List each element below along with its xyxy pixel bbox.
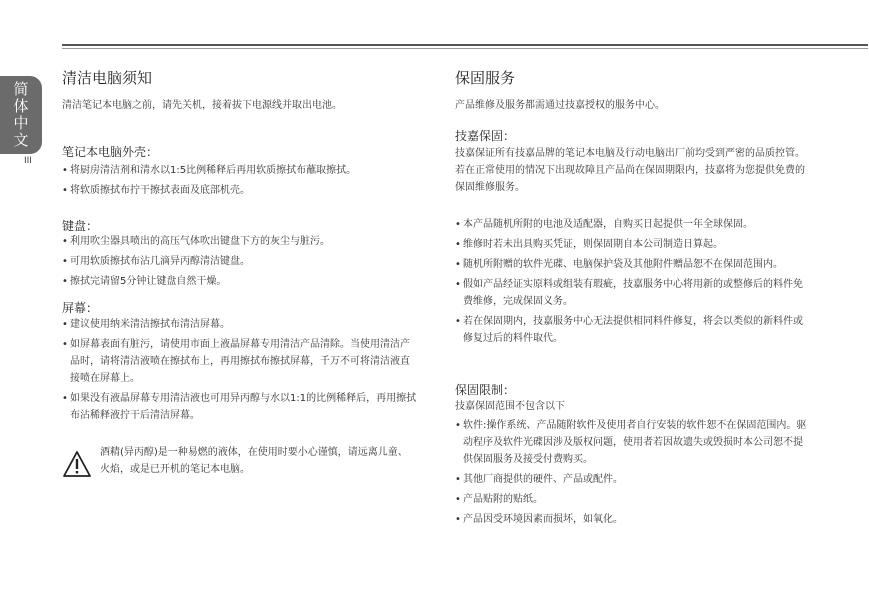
- warning-icon: [62, 450, 92, 478]
- limits-heading: 保固限制：: [455, 383, 516, 397]
- keyboard-list: [62, 233, 417, 293]
- list-item: • 本产品随机所附的电池及适配器，自购买日起提供一年全球保固。: [455, 216, 807, 233]
- exterior-list: [62, 162, 417, 202]
- limits-intro: 技嘉保固范围不包含以下: [455, 401, 565, 412]
- clean-intro: 清洁笔记本电脑之前，请先关机，接着拔下电源线并取出电池。: [62, 100, 342, 111]
- language-char: 体: [13, 97, 29, 115]
- list-item: • 维修时若未出具购买凭证，则保固期自本公司制造日算起。: [455, 236, 807, 253]
- language-char: 中: [13, 114, 29, 132]
- list-item: • 假如产品经证实原料或组装有瑕疵，技嘉服务中心将用新的或整修后的料件免费维修，完成保固义务。: [455, 276, 807, 310]
- page-number: III: [24, 156, 32, 166]
- guarantee-text: 技嘉保证所有技嘉品牌的笔记本电脑及行动电脑出厂前均受到严密的品质控管。若在正常使用的情况下出现故障且产品尚在保固期限内，技嘉将为您提供免费的保固维修服务。: [455, 148, 805, 193]
- keyboard-heading: 键盘：: [62, 219, 99, 233]
- guarantee-heading: 技嘉保固：: [455, 129, 516, 143]
- top-rule: [62, 44, 868, 46]
- service-title: 保固服务: [455, 69, 516, 87]
- language-tab: [0, 76, 42, 154]
- top-rule-thin: [62, 48, 868, 49]
- screen-list: [62, 316, 417, 427]
- list-item: • 产品因受环境因素而损坏，如氧化。: [455, 511, 807, 528]
- list-item: • 利用吹尘器具喷出的高压气体吹出键盘下方的灰尘与脏污。: [62, 233, 417, 250]
- list-item: • 产品贴附的贴纸。: [455, 491, 807, 508]
- list-item: • 如屏幕表面有脏污，请使用市面上液晶屏幕专用清洁产品清除。当使用清洁产品时，请将清洁液喷在擦拭布上，再用擦拭布擦拭屏幕，千万不可将清洁液直接喷在屏幕上。: [62, 336, 417, 387]
- exterior-heading: 笔记本电脑外壳：: [62, 145, 159, 159]
- list-item: • 如果没有液晶屏幕专用清洁液也可用异丙醇与水以1:1的比例稀释后，再用擦拭布沾稀释液拧干后清洁屏幕。: [62, 390, 417, 424]
- alcohol-warning: [62, 444, 417, 484]
- service-intro: 产品维修及服务都需通过技嘉授权的服务中心。: [455, 100, 665, 111]
- list-item: • 其他厂商提供的硬件、产品或配件。: [455, 471, 807, 488]
- clean-title: 清洁电脑须知: [62, 69, 153, 87]
- list-item: • 建议使用纳米清洁擦拭布清洁屏幕。: [62, 316, 417, 333]
- list-item: • 软件:操作系统、产品随附软件及使用者自行安装的软件恕不在保固范围内。驱动程序及软件光碟因涉及版权问题，使用者若因故遗失或毁损时本公司恕不提供保固服务及接受付费购买。: [455, 417, 807, 468]
- limits-list: [455, 417, 807, 531]
- list-item: • 将软质擦拭布拧干擦拭表面及底部机壳。: [62, 182, 417, 199]
- list-item: • 若在保固期内，技嘉服务中心无法提供相同料件修复，将会以类似的新料件或修复过后的料件取代。: [455, 313, 807, 347]
- list-item: • 将厨房清洁剂和清水以1:5比例稀释后再用软质擦拭布蘸取擦拭。: [62, 162, 417, 179]
- list-item: • 擦拭完请留5分钟让键盘自然干燥。: [62, 273, 417, 290]
- list-item: • 可用软质擦拭布沾几滴异丙醇清洁键盘。: [62, 253, 417, 270]
- language-char: 文: [13, 131, 29, 149]
- warning-text: 酒精(异丙醇)是一种易燃的液体，在使用时要小心谨慎，请远离儿童、火焰，或是已开机的笔记本电脑。: [100, 447, 408, 475]
- list-item: • 随机所附赠的软件光碟、电脑保护袋及其他附件赠品恕不在保固范围内。: [455, 256, 807, 273]
- screen-heading: 屏幕：: [62, 301, 99, 315]
- language-char: 简: [13, 80, 29, 98]
- guarantee-list: [455, 216, 807, 350]
